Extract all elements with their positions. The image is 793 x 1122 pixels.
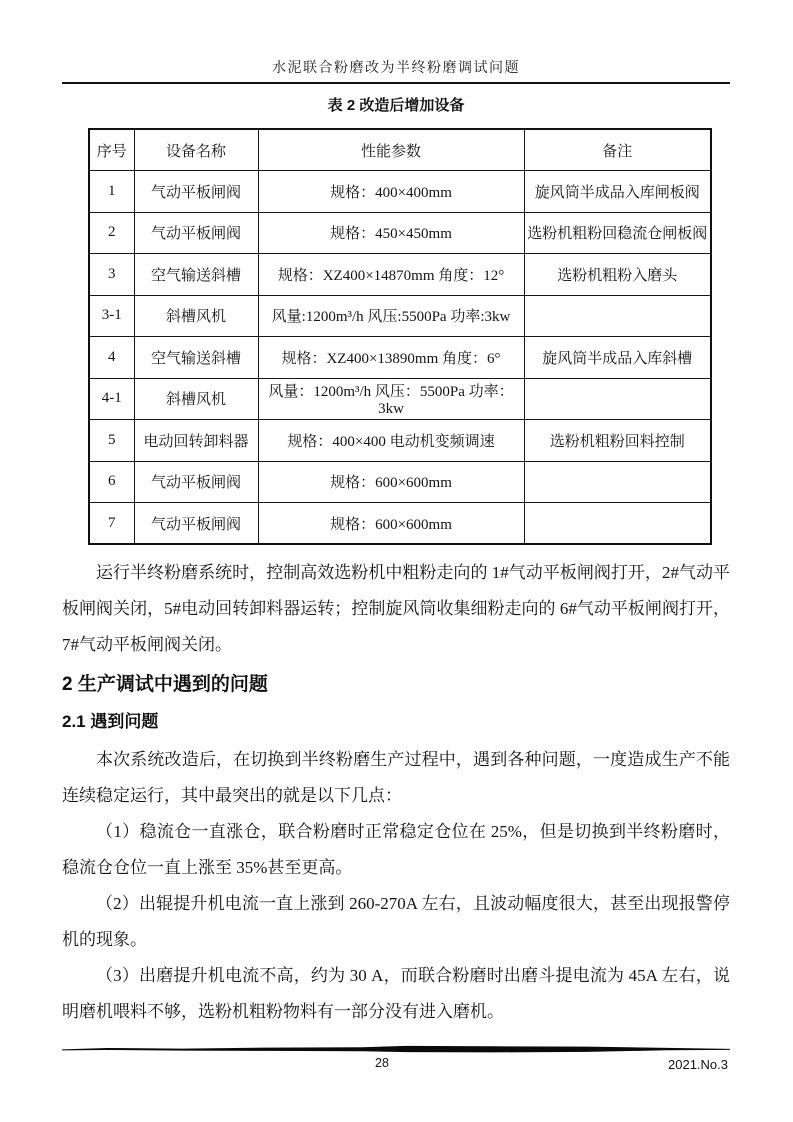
cell-no: 7 [89, 503, 134, 545]
cell-name: 气动平板闸阀 [134, 212, 258, 254]
footer-bar-shape [62, 1045, 730, 1054]
footer-meta [62, 1055, 730, 1072]
cell-note [524, 378, 711, 420]
cell-no: 5 [89, 420, 134, 462]
cell-note [524, 461, 711, 503]
table-row [89, 503, 711, 545]
header-rule [62, 82, 730, 84]
section-heading: 2 生产调试中遇到的问题 [62, 674, 268, 695]
cell-note: 选粉机粗粉回料控制 [524, 420, 711, 462]
cell-name: 电动回转卸料器 [134, 420, 258, 462]
table-row [89, 212, 711, 254]
table-row [89, 337, 711, 379]
cell-params: 规格：600×600mm [258, 461, 524, 503]
issue-label: 2021.No.3 [668, 1057, 728, 1072]
paragraph-issue-1: （1）稳流仓一直涨仓，联合粉磨时正常稳定仓位在 25%，但是切换到半终粉磨时，稳流仓仓位一直上涨至 35%甚至更高。 [62, 822, 730, 877]
cell-params: 规格：400×400 电动机变频调速 [258, 420, 524, 462]
table-row [89, 295, 711, 337]
cell-no: 3 [89, 254, 134, 296]
table-row [89, 171, 711, 213]
cell-params: 规格：450×450mm [258, 212, 524, 254]
column-header-params: 性能参数 [258, 129, 524, 171]
paragraph-intro: 本次系统改造后，在切换到半终粉磨生产过程中，遇到各种问题，一度造成生产不能连续稳定运行，其中最突出的就是以下几点： [62, 750, 730, 805]
cell-note [524, 503, 711, 545]
footer-rule-bar [62, 1045, 730, 1054]
cell-no: 4 [89, 337, 134, 379]
cell-params: 规格：600×600mm [258, 503, 524, 545]
column-header-no: 序号 [89, 129, 134, 171]
page-footer [62, 1045, 730, 1072]
table-row [89, 254, 711, 296]
cell-no: 2 [89, 212, 134, 254]
cell-params: 规格：XZ400×13890mm 角度：6° [258, 337, 524, 379]
cell-no: 4-1 [89, 378, 134, 420]
cell-params: 风量:1200m³/h 风压:5500Pa 功率:3kw [258, 295, 524, 337]
cell-name: 气动平板闸阀 [134, 503, 258, 545]
paragraph-issue-2: （2）出辊提升机电流一直上涨到 260-270A 左右，且波动幅度很大，甚至出现报警停机的现象。 [62, 894, 730, 949]
cell-no: 6 [89, 461, 134, 503]
running-header-title: 水泥联合粉磨改为半终粉磨调试问题 [272, 61, 520, 76]
paragraph-valve-operation: 运行半终粉磨系统时，控制高效选粉机中粗粉走向的 1#气动平板闸阀打开，2#气动平板闸阀关闭，5#电动回转卸料器运转；控制旋风筒收集细粉走向的 6#气动平板闸阀打开，7#气动平板闸阀关闭。 [62, 563, 730, 654]
cell-params: 规格：XZ400×14870mm 角度：12° [258, 254, 524, 296]
page-number: 28 [375, 1056, 389, 1070]
cell-note: 旋风筒半成品入库斜槽 [524, 337, 711, 379]
cell-name: 气动平板闸阀 [134, 461, 258, 503]
table-row [89, 461, 711, 503]
cell-note: 旋风筒半成品入库闸板阀 [524, 171, 711, 213]
cell-no: 1 [89, 171, 134, 213]
column-header-name: 设备名称 [134, 129, 258, 171]
cell-note: 选粉机粗粉回稳流仓闸板阀 [524, 212, 711, 254]
column-header-note: 备注 [524, 129, 711, 171]
equipment-table [88, 128, 712, 545]
cell-note: 选粉机粗粉入磨头 [524, 254, 711, 296]
table-row [89, 378, 711, 420]
cell-note [524, 295, 711, 337]
table-caption: 表 2 改造后增加设备 [327, 97, 465, 114]
cell-params: 规格：400×400mm [258, 171, 524, 213]
cell-name: 空气输送斜槽 [134, 337, 258, 379]
cell-params: 风量：1200m³/h 风压：5500Pa 功率：3kw [258, 378, 524, 420]
paragraph-issue-3: （3）出磨提升机电流不高，约为 30 A，而联合粉磨时出磨斗提电流为 45A 左右，说明磨机喂料不够，选粉机粗粉物料有一部分没有进入磨机。 [62, 966, 730, 1021]
cell-name: 斜槽风机 [134, 295, 258, 337]
cell-name: 斜槽风机 [134, 378, 258, 420]
subsection-heading: 2.1 遇到问题 [62, 712, 159, 731]
cell-name: 气动平板闸阀 [134, 171, 258, 213]
table-row [89, 420, 711, 462]
table-header-row [89, 129, 711, 171]
cell-no: 3-1 [89, 295, 134, 337]
cell-name: 空气输送斜槽 [134, 254, 258, 296]
